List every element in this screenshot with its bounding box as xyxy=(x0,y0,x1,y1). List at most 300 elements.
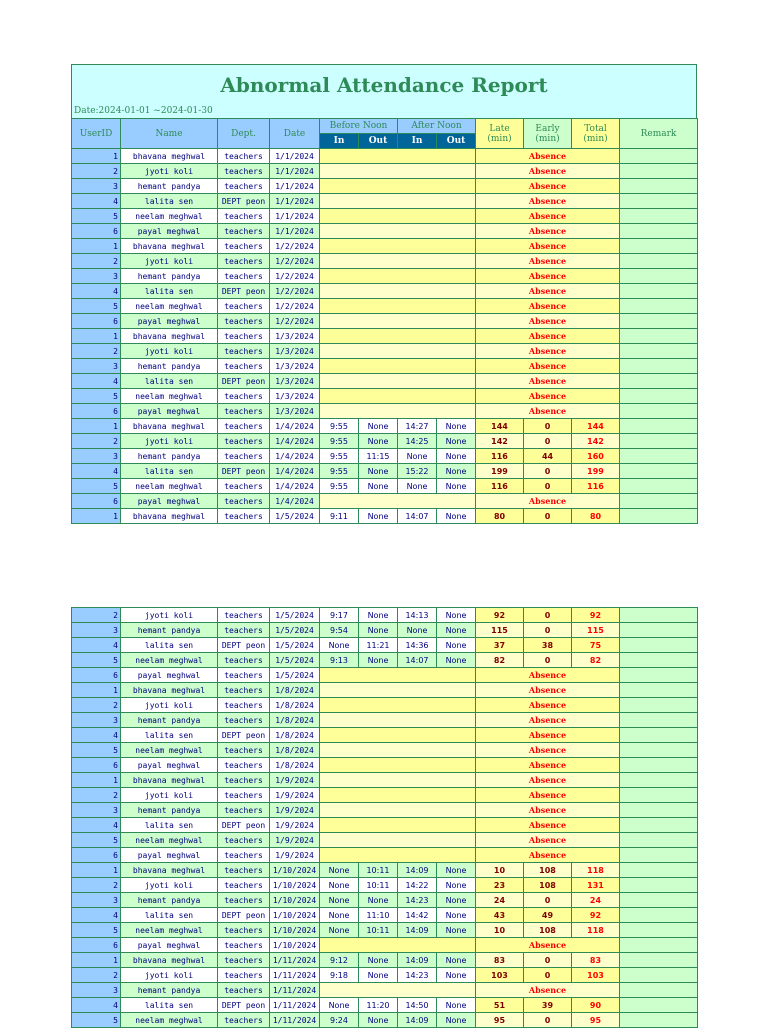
cell-userid: 6 xyxy=(72,404,121,419)
cell-name: lalita sen xyxy=(121,194,218,209)
cell-absence: Absence xyxy=(476,209,620,224)
cell-name: lalita sen xyxy=(121,998,218,1013)
cell-userid: 4 xyxy=(72,464,121,479)
cell-total: 80 xyxy=(572,509,620,524)
cell-after-in: None xyxy=(398,479,437,494)
cell-userid: 5 xyxy=(72,389,121,404)
cell-name: hemant pandya xyxy=(121,623,218,638)
cell-before-in: 9:55 xyxy=(320,479,359,494)
cell-times-empty xyxy=(320,284,476,299)
cell-name: jyoti koli xyxy=(121,878,218,893)
cell-times-empty xyxy=(320,773,476,788)
table-row xyxy=(72,848,698,863)
cell-after-out: None xyxy=(437,479,476,494)
cell-date: 1/5/2024 xyxy=(270,509,320,524)
cell-dept: teachers xyxy=(218,179,270,194)
cell-name: neelam meghwal xyxy=(121,209,218,224)
cell-early: 0 xyxy=(524,893,572,908)
cell-dept: teachers xyxy=(218,683,270,698)
cell-dept: teachers xyxy=(218,479,270,494)
cell-remark xyxy=(620,773,698,788)
cell-name: bhavana meghwal xyxy=(121,863,218,878)
cell-name: lalita sen xyxy=(121,818,218,833)
cell-name: neelam meghwal xyxy=(121,389,218,404)
cell-before-out: None xyxy=(359,953,398,968)
cell-early: 0 xyxy=(524,953,572,968)
cell-dept: teachers xyxy=(218,299,270,314)
cell-userid: 4 xyxy=(72,998,121,1013)
cell-date: 1/10/2024 xyxy=(270,908,320,923)
cell-date: 1/9/2024 xyxy=(270,833,320,848)
table-row xyxy=(72,179,698,194)
cell-userid: 3 xyxy=(72,623,121,638)
cell-absence: Absence xyxy=(476,344,620,359)
header-after-out: Out xyxy=(437,134,476,149)
cell-remark xyxy=(620,653,698,668)
cell-name: jyoti koli xyxy=(121,434,218,449)
cell-name: payal meghwal xyxy=(121,314,218,329)
cell-userid: 5 xyxy=(72,209,121,224)
cell-name: bhavana meghwal xyxy=(121,149,218,164)
cell-times-empty xyxy=(320,713,476,728)
cell-dept: teachers xyxy=(218,713,270,728)
cell-before-out: 11:10 xyxy=(359,908,398,923)
cell-late: 23 xyxy=(476,878,524,893)
cell-date: 1/5/2024 xyxy=(270,623,320,638)
cell-times-empty xyxy=(320,359,476,374)
cell-date: 1/3/2024 xyxy=(270,374,320,389)
table-body-page-2 xyxy=(72,608,698,1028)
cell-late: 116 xyxy=(476,449,524,464)
cell-early: 0 xyxy=(524,623,572,638)
cell-before-in: None xyxy=(320,863,359,878)
cell-name: hemant pandya xyxy=(121,713,218,728)
cell-userid: 4 xyxy=(72,728,121,743)
cell-absence: Absence xyxy=(476,728,620,743)
cell-userid: 5 xyxy=(72,479,121,494)
cell-before-out: 11:15 xyxy=(359,449,398,464)
table-row xyxy=(72,683,698,698)
table-row xyxy=(72,653,698,668)
cell-times-empty xyxy=(320,299,476,314)
cell-early: 0 xyxy=(524,509,572,524)
cell-before-in: 9:17 xyxy=(320,608,359,623)
cell-remark xyxy=(620,608,698,623)
cell-userid: 3 xyxy=(72,269,121,284)
table-row xyxy=(72,359,698,374)
cell-times-empty xyxy=(320,164,476,179)
cell-dept: teachers xyxy=(218,494,270,509)
cell-name: jyoti koli xyxy=(121,254,218,269)
cell-absence: Absence xyxy=(476,254,620,269)
cell-dept: DEPT peon xyxy=(218,998,270,1013)
cell-total: 115 xyxy=(572,623,620,638)
attendance-table-continued xyxy=(71,607,698,1028)
cell-remark xyxy=(620,788,698,803)
cell-times-empty xyxy=(320,833,476,848)
cell-userid: 5 xyxy=(72,743,121,758)
table-row xyxy=(72,344,698,359)
cell-late: 80 xyxy=(476,509,524,524)
cell-dept: teachers xyxy=(218,833,270,848)
cell-times-empty xyxy=(320,269,476,284)
cell-late: 92 xyxy=(476,608,524,623)
cell-date: 1/5/2024 xyxy=(270,653,320,668)
cell-late: 115 xyxy=(476,623,524,638)
table-row xyxy=(72,419,698,434)
header-remark: Remark xyxy=(620,119,698,149)
table-row xyxy=(72,893,698,908)
cell-before-in: 9:18 xyxy=(320,968,359,983)
cell-absence: Absence xyxy=(476,803,620,818)
table-row xyxy=(72,239,698,254)
cell-before-in: None xyxy=(320,878,359,893)
table-row xyxy=(72,194,698,209)
cell-absence: Absence xyxy=(476,848,620,863)
cell-late: 51 xyxy=(476,998,524,1013)
table-row xyxy=(72,833,698,848)
cell-absence: Absence xyxy=(476,359,620,374)
cell-date: 1/1/2024 xyxy=(270,179,320,194)
cell-dept: teachers xyxy=(218,923,270,938)
cell-after-in: 14:23 xyxy=(398,968,437,983)
cell-remark xyxy=(620,344,698,359)
cell-times-empty xyxy=(320,149,476,164)
cell-before-out: None xyxy=(359,608,398,623)
cell-date: 1/2/2024 xyxy=(270,314,320,329)
cell-times-empty xyxy=(320,389,476,404)
cell-after-out: None xyxy=(437,893,476,908)
cell-times-empty xyxy=(320,314,476,329)
cell-remark xyxy=(620,284,698,299)
cell-date: 1/10/2024 xyxy=(270,923,320,938)
table-row xyxy=(72,389,698,404)
cell-name: hemant pandya xyxy=(121,179,218,194)
cell-dept: teachers xyxy=(218,848,270,863)
cell-times-empty xyxy=(320,344,476,359)
cell-date: 1/11/2024 xyxy=(270,1013,320,1028)
cell-total: 92 xyxy=(572,908,620,923)
table-row xyxy=(72,788,698,803)
cell-userid: 5 xyxy=(72,1013,121,1028)
cell-remark xyxy=(620,359,698,374)
cell-dept: teachers xyxy=(218,773,270,788)
cell-dept: teachers xyxy=(218,878,270,893)
cell-early: 0 xyxy=(524,968,572,983)
cell-date: 1/3/2024 xyxy=(270,344,320,359)
cell-dept: DEPT peon xyxy=(218,374,270,389)
cell-userid: 6 xyxy=(72,938,121,953)
cell-date: 1/11/2024 xyxy=(270,953,320,968)
cell-after-out: None xyxy=(437,968,476,983)
cell-after-out: None xyxy=(437,653,476,668)
cell-name: neelam meghwal xyxy=(121,299,218,314)
table-row xyxy=(72,968,698,983)
cell-name: lalita sen xyxy=(121,638,218,653)
cell-before-out: None xyxy=(359,893,398,908)
table-row xyxy=(72,803,698,818)
cell-before-out: 10:11 xyxy=(359,863,398,878)
cell-date: 1/5/2024 xyxy=(270,638,320,653)
table-row xyxy=(72,608,698,623)
cell-name: bhavana meghwal xyxy=(121,953,218,968)
table-row xyxy=(72,878,698,893)
cell-userid: 3 xyxy=(72,449,121,464)
cell-name: bhavana meghwal xyxy=(121,683,218,698)
cell-remark xyxy=(620,803,698,818)
report-page-2 xyxy=(71,607,697,1028)
cell-total: 95 xyxy=(572,1013,620,1028)
cell-late: 199 xyxy=(476,464,524,479)
table-row xyxy=(72,254,698,269)
cell-dept: teachers xyxy=(218,389,270,404)
cell-remark xyxy=(620,299,698,314)
cell-early: 38 xyxy=(524,638,572,653)
cell-late: 10 xyxy=(476,923,524,938)
cell-remark xyxy=(620,728,698,743)
cell-after-out: None xyxy=(437,608,476,623)
cell-name: bhavana meghwal xyxy=(121,329,218,344)
cell-date: 1/10/2024 xyxy=(270,938,320,953)
cell-times-empty xyxy=(320,743,476,758)
header-early: Early (min) xyxy=(524,119,572,149)
cell-dept: DEPT peon xyxy=(218,638,270,653)
cell-times-empty xyxy=(320,374,476,389)
cell-late: 37 xyxy=(476,638,524,653)
cell-dept: teachers xyxy=(218,209,270,224)
cell-remark xyxy=(620,479,698,494)
table-row xyxy=(72,464,698,479)
cell-remark xyxy=(620,179,698,194)
header-after-noon: After Noon xyxy=(398,119,476,134)
cell-absence: Absence xyxy=(476,329,620,344)
cell-total: 24 xyxy=(572,893,620,908)
date-range: Date:2024-01-01 ~2024-01-30 xyxy=(74,106,213,116)
cell-early: 49 xyxy=(524,908,572,923)
cell-name: bhavana meghwal xyxy=(121,773,218,788)
cell-name: neelam meghwal xyxy=(121,1013,218,1028)
cell-name: payal meghwal xyxy=(121,668,218,683)
cell-remark xyxy=(620,623,698,638)
cell-total: 103 xyxy=(572,968,620,983)
cell-dept: DEPT peon xyxy=(218,728,270,743)
cell-userid: 6 xyxy=(72,314,121,329)
cell-name: payal meghwal xyxy=(121,224,218,239)
cell-name: payal meghwal xyxy=(121,494,218,509)
cell-remark xyxy=(620,329,698,344)
header-date: Date xyxy=(270,119,320,149)
cell-before-out: None xyxy=(359,419,398,434)
cell-date: 1/5/2024 xyxy=(270,608,320,623)
table-row xyxy=(72,284,698,299)
cell-date: 1/10/2024 xyxy=(270,863,320,878)
table-row xyxy=(72,479,698,494)
cell-absence: Absence xyxy=(476,404,620,419)
cell-before-out: None xyxy=(359,623,398,638)
cell-before-in: None xyxy=(320,998,359,1013)
table-row xyxy=(72,494,698,509)
cell-remark xyxy=(620,269,698,284)
cell-remark xyxy=(620,404,698,419)
table-row xyxy=(72,638,698,653)
cell-absence: Absence xyxy=(476,698,620,713)
table-row xyxy=(72,998,698,1013)
cell-remark xyxy=(620,893,698,908)
cell-name: bhavana meghwal xyxy=(121,239,218,254)
cell-dept: teachers xyxy=(218,449,270,464)
cell-before-in: 9:12 xyxy=(320,953,359,968)
cell-times-empty xyxy=(320,404,476,419)
cell-absence: Absence xyxy=(476,938,620,953)
table-row xyxy=(72,269,698,284)
cell-date: 1/10/2024 xyxy=(270,878,320,893)
cell-absence: Absence xyxy=(476,743,620,758)
cell-remark xyxy=(620,878,698,893)
cell-name: lalita sen xyxy=(121,728,218,743)
cell-dept: teachers xyxy=(218,434,270,449)
header-before-in: In xyxy=(320,134,359,149)
cell-userid: 2 xyxy=(72,164,121,179)
cell-userid: 3 xyxy=(72,983,121,998)
cell-date: 1/11/2024 xyxy=(270,968,320,983)
cell-userid: 1 xyxy=(72,329,121,344)
cell-after-out: None xyxy=(437,449,476,464)
cell-date: 1/10/2024 xyxy=(270,893,320,908)
cell-times-empty xyxy=(320,254,476,269)
cell-userid: 3 xyxy=(72,893,121,908)
cell-times-empty xyxy=(320,194,476,209)
cell-early: 0 xyxy=(524,608,572,623)
cell-date: 1/3/2024 xyxy=(270,329,320,344)
cell-after-in: 14:50 xyxy=(398,998,437,1013)
cell-remark xyxy=(620,494,698,509)
cell-after-out: None xyxy=(437,908,476,923)
cell-dept: teachers xyxy=(218,359,270,374)
cell-dept: teachers xyxy=(218,344,270,359)
cell-total: 75 xyxy=(572,638,620,653)
cell-dept: teachers xyxy=(218,509,270,524)
cell-date: 1/9/2024 xyxy=(270,803,320,818)
cell-userid: 4 xyxy=(72,638,121,653)
cell-dept: DEPT peon xyxy=(218,464,270,479)
cell-date: 1/1/2024 xyxy=(270,224,320,239)
cell-late: 82 xyxy=(476,653,524,668)
cell-date: 1/11/2024 xyxy=(270,983,320,998)
cell-times-empty xyxy=(320,209,476,224)
cell-times-empty xyxy=(320,179,476,194)
cell-before-out: None xyxy=(359,479,398,494)
cell-date: 1/3/2024 xyxy=(270,404,320,419)
cell-dept: teachers xyxy=(218,698,270,713)
cell-userid: 1 xyxy=(72,863,121,878)
cell-times-empty xyxy=(320,683,476,698)
cell-late: 10 xyxy=(476,863,524,878)
cell-userid: 2 xyxy=(72,698,121,713)
cell-dept: teachers xyxy=(218,164,270,179)
cell-date: 1/8/2024 xyxy=(270,698,320,713)
cell-userid: 3 xyxy=(72,803,121,818)
table-row xyxy=(72,713,698,728)
table-row xyxy=(72,1013,698,1028)
cell-absence: Absence xyxy=(476,758,620,773)
cell-date: 1/1/2024 xyxy=(270,194,320,209)
cell-remark xyxy=(620,638,698,653)
cell-name: hemant pandya xyxy=(121,803,218,818)
cell-dept: teachers xyxy=(218,314,270,329)
cell-before-out: None xyxy=(359,509,398,524)
cell-dept: teachers xyxy=(218,149,270,164)
cell-absence: Absence xyxy=(476,179,620,194)
report-header xyxy=(71,64,697,118)
cell-userid: 1 xyxy=(72,953,121,968)
cell-after-out: None xyxy=(437,419,476,434)
header-total: Total (min) xyxy=(572,119,620,149)
table-row xyxy=(72,698,698,713)
cell-remark xyxy=(620,683,698,698)
cell-dept: teachers xyxy=(218,254,270,269)
cell-after-in: 14:42 xyxy=(398,908,437,923)
cell-remark xyxy=(620,1013,698,1028)
cell-absence: Absence xyxy=(476,713,620,728)
cell-absence: Absence xyxy=(476,284,620,299)
cell-dept: teachers xyxy=(218,863,270,878)
cell-total: 142 xyxy=(572,434,620,449)
cell-total: 92 xyxy=(572,608,620,623)
cell-times-empty xyxy=(320,788,476,803)
cell-late: 43 xyxy=(476,908,524,923)
cell-late: 24 xyxy=(476,893,524,908)
cell-after-in: 14:25 xyxy=(398,434,437,449)
cell-userid: 6 xyxy=(72,224,121,239)
cell-dept: teachers xyxy=(218,893,270,908)
cell-name: payal meghwal xyxy=(121,848,218,863)
cell-total: 131 xyxy=(572,878,620,893)
cell-times-empty xyxy=(320,494,476,509)
cell-date: 1/11/2024 xyxy=(270,998,320,1013)
cell-date: 1/4/2024 xyxy=(270,494,320,509)
cell-after-out: None xyxy=(437,863,476,878)
table-row xyxy=(72,668,698,683)
header-after-in: In xyxy=(398,134,437,149)
cell-early: 39 xyxy=(524,998,572,1013)
cell-before-out: None xyxy=(359,1013,398,1028)
cell-late: 95 xyxy=(476,1013,524,1028)
cell-after-out: None xyxy=(437,464,476,479)
cell-dept: teachers xyxy=(218,404,270,419)
cell-date: 1/8/2024 xyxy=(270,728,320,743)
cell-after-in: 14:13 xyxy=(398,608,437,623)
cell-remark xyxy=(620,389,698,404)
cell-absence: Absence xyxy=(476,833,620,848)
cell-userid: 6 xyxy=(72,848,121,863)
cell-after-in: 14:27 xyxy=(398,419,437,434)
cell-dept: teachers xyxy=(218,938,270,953)
cell-total: 118 xyxy=(572,923,620,938)
cell-after-out: None xyxy=(437,623,476,638)
cell-dept: teachers xyxy=(218,239,270,254)
cell-date: 1/2/2024 xyxy=(270,269,320,284)
cell-dept: DEPT peon xyxy=(218,908,270,923)
cell-before-in: None xyxy=(320,638,359,653)
cell-remark xyxy=(620,833,698,848)
header-name: Name xyxy=(121,119,218,149)
cell-total: 83 xyxy=(572,953,620,968)
cell-times-empty xyxy=(320,329,476,344)
cell-absence: Absence xyxy=(476,299,620,314)
cell-absence: Absence xyxy=(476,668,620,683)
cell-name: neelam meghwal xyxy=(121,923,218,938)
cell-date: 1/1/2024 xyxy=(270,149,320,164)
